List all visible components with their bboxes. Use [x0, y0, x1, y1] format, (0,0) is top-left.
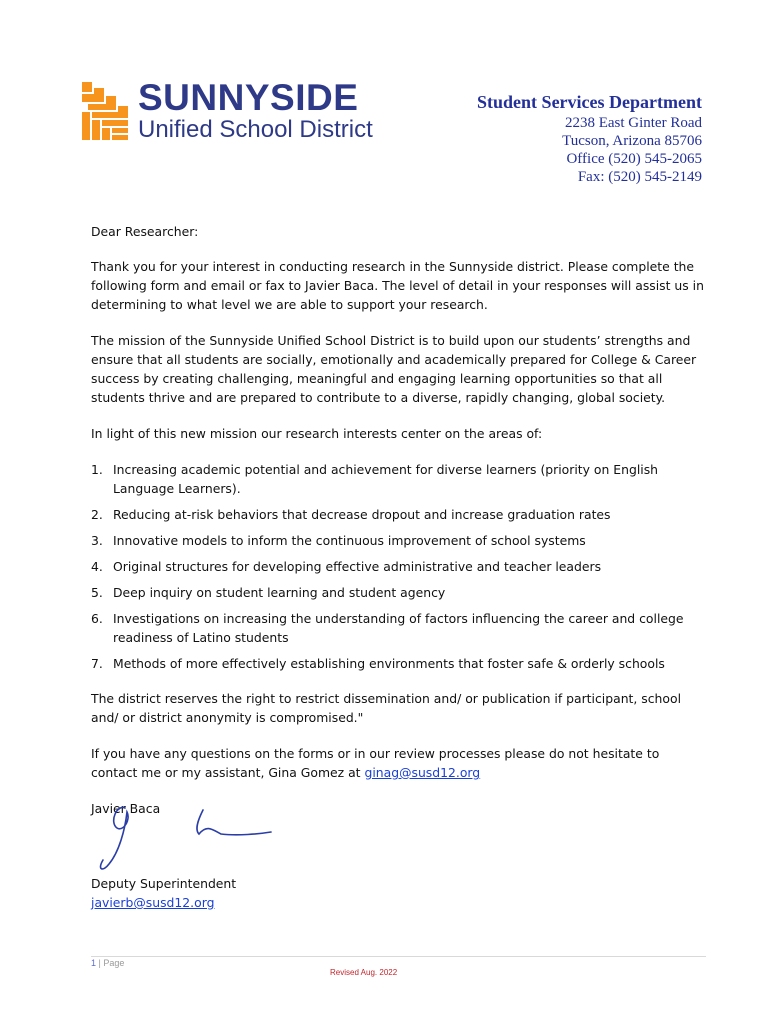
anonymity-paragraph: The district reserves the right to restrict dissemination and/ or publication if participant, school and/ or district anonymity is compromised." [91, 691, 682, 725]
logo-name: SUNNYSIDE [138, 77, 359, 118]
district-logo [82, 77, 392, 144]
list-item: 1. Increasing academic potential and achievement for diverse learners (priority on English Language Learners). [91, 462, 659, 496]
sunnyside-logo-icon [82, 82, 130, 142]
signer-title: Deputy Superintendent [91, 876, 237, 891]
department-title: Student Services Department [477, 92, 702, 112]
office-phone: Office (520) 545-2065 [566, 151, 702, 167]
greeting: Dear Researcher: [91, 224, 199, 239]
list-item: 5. Deep inquiry on student learning and student agency [91, 585, 446, 600]
footer-divider [91, 956, 706, 957]
signer-email-line [91, 893, 706, 912]
list-item: 2. Reducing at-risk behaviors that decrease dropout and increase graduation rates [91, 507, 611, 522]
signature-area [91, 818, 706, 874]
research-interests-list [91, 460, 706, 673]
list-item: 3. Innovative models to inform the continuous improvement of school systems [91, 533, 586, 548]
address-line: 2238 East Ginter Road [564, 115, 702, 131]
intro-paragraph: Thank you for your interest in conducting research in the Sunnyside district. Please complete the following form and email or fax to Javier Baca. The level of detail in your responses will assist us in determining to what level we are able to support your research. [91, 259, 704, 312]
interests-intro: In light of this new mission our research interests center on the areas of: [91, 426, 543, 441]
javier-email-link[interactable]: javierb@susd12.org [91, 895, 215, 910]
logo-subtitle: Unified School District [138, 116, 373, 143]
page-number: 1 | Page [91, 958, 125, 968]
department-block [477, 90, 702, 186]
list-item: 7. Methods of more effectively establishing environments that foster safe & orderly schools [91, 656, 665, 671]
address-line: Tucson, Arizona 85706 [562, 133, 702, 149]
signature-icon [91, 800, 281, 878]
fax-number: Fax: (520) 545-2149 [577, 169, 702, 185]
list-item: 6. Investigations on increasing the understanding of factors influencing the career and college readiness of Latino students [91, 611, 684, 645]
gina-email-link[interactable]: ginag@susd12.org [364, 765, 481, 780]
list-item: 4. Original structures for developing effective administrative and teacher leaders [91, 559, 602, 574]
letter-body [91, 222, 706, 912]
mission-paragraph: The mission of the Sunnyside Unified School District is to build upon our students’ strengths and ensure that all students are socially, emotionally and academically prepared for College & Career success by creating challenging, meaningful and engaging learning opportunities so that all students thrive and are prepared to contribute to a diverse, rapidly changing, global society. [91, 333, 697, 405]
contact-paragraph: If you have any questions on the forms or in our review processes please do not hesitate to contact me or my assistant, Gina Gomez at ginag@susd12.org [91, 746, 660, 780]
signer-name: Javier Baca [91, 801, 161, 816]
revision-date: Revised Aug. 2022 [330, 968, 398, 977]
